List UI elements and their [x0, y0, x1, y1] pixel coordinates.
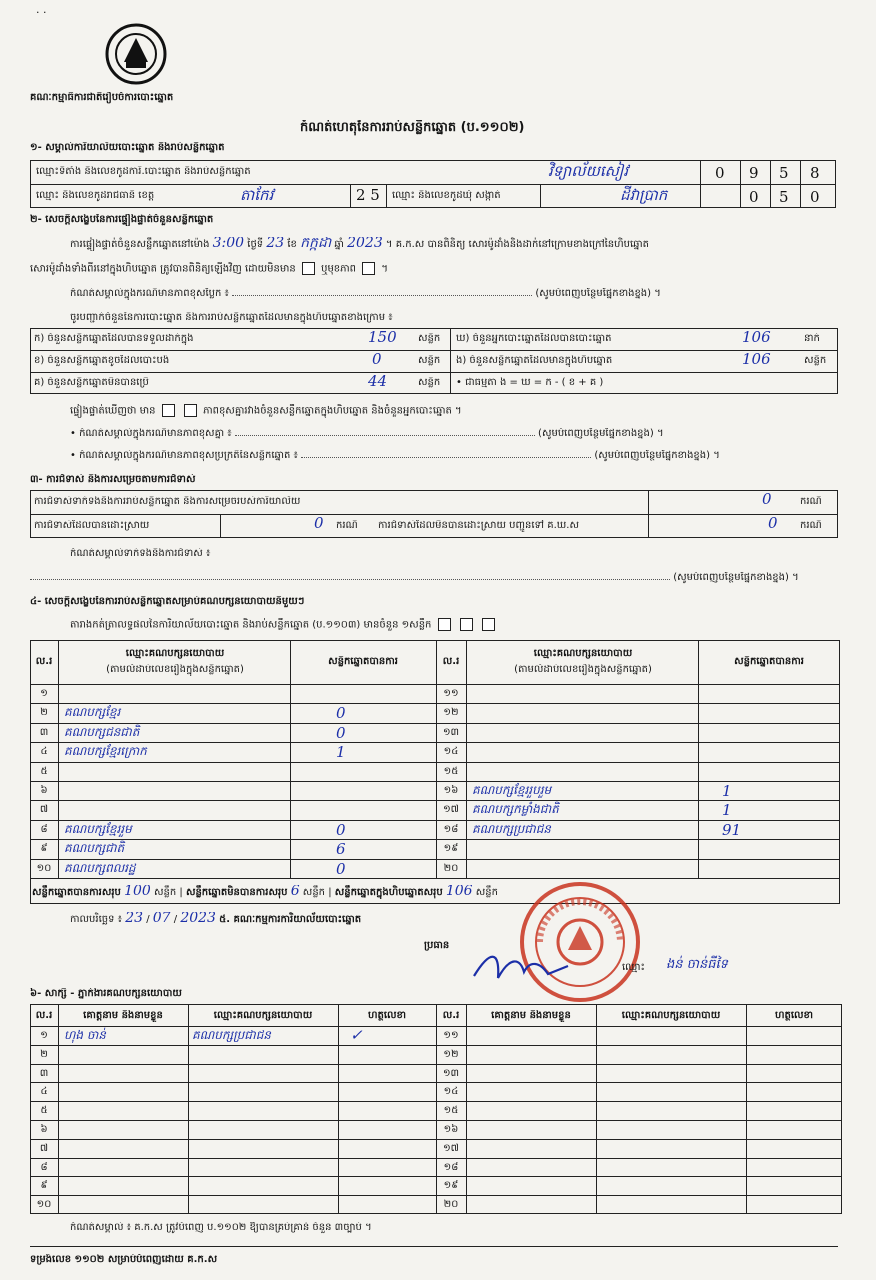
results-row-party: គណបក្សជាតិ — [64, 841, 125, 855]
commune-value: ដីវាប្រាក — [620, 186, 668, 204]
province-code: 2 5 — [356, 186, 380, 204]
results-row-party: គណបក្សខ្មែររួបរួម — [472, 783, 552, 797]
witness-row-no: ៣ — [39, 1068, 49, 1079]
results-row-party: គណបក្សកម្លាំងជាតិ — [472, 802, 559, 816]
witness-row-name: ហុង ចាន់ — [64, 1028, 106, 1042]
verification-line-2: សោរម៉ូដាំងទាំងពីរនៅក្នុងហិបឆ្នោត ត្រូវបានពិនិត្យឡើងវិញ ដោយមិនមាន ឬមុខភាព ។ — [30, 263, 388, 275]
box-ballots-value: 106 — [742, 350, 771, 368]
results-row-party: គណបក្សប្រជាជន — [472, 822, 551, 836]
resolved-label: ការជំទាស់ដែលបានដោះស្រាយ — [34, 520, 150, 531]
results-row-no: ១៣ — [442, 727, 460, 738]
form-footer: ទម្រង់លេខ ១១០២ សម្រាប់បំពេញដោយ គ.ក.ស — [30, 1254, 218, 1265]
location-code-1: 0 — [715, 164, 725, 182]
witness-row-no: ១៨ — [443, 1162, 459, 1173]
irregularity-note: • កំណត់សម្គាល់ក្នុងករណីមានភាពខុសប្រក្រតីនៃសន្លឹកឆ្នោត ៖ (សូមបំពេញបន្ថែមផ្នែកខាងខ្នង) ។ — [70, 450, 720, 461]
corner-marks: . . — [36, 4, 47, 16]
chairman-name-value: ងន់ ចាន់ធីទៃ — [666, 957, 728, 972]
witness-row-no: ១៧ — [443, 1143, 459, 1154]
witness-row-no: ៤ — [40, 1086, 48, 1097]
sheets-3-checkbox[interactable] — [482, 618, 495, 631]
date-month: 07 — [152, 912, 171, 926]
unused-ballots-unit: សន្លឹក — [418, 377, 441, 388]
complaints-label: ការជំទាស់ទាក់ទងនឹងការរាប់សន្លឹកឆ្នោត និងការសម្រេចរបស់ការិយាល័យ — [34, 496, 301, 507]
province-value: តាកែវ — [240, 186, 274, 204]
witness-row-no: ២ — [40, 1049, 48, 1060]
results-row-no: ១៦ — [443, 785, 459, 796]
results-table — [30, 640, 840, 904]
witness-row-party: គណបក្សប្រជាជន — [192, 1028, 271, 1042]
commune-code-2: 5 — [779, 188, 789, 206]
commune-code-1: 0 — [749, 188, 759, 206]
results-row-party: គណបក្សពលរដ្ឋ — [64, 861, 136, 875]
chairman-title: ប្រធាន — [424, 940, 450, 951]
witness-col-party-left: ឈ្មោះគណបក្សនយោបាយ — [213, 1010, 313, 1021]
verification-year: 2023 — [347, 237, 383, 251]
unresolved-label: ការជំទាស់ដែលមិនបានដោះស្រាយ បញ្ជូនទៅ គ.ឃ.ស — [378, 520, 579, 531]
section-6-title: ៦- សាក្សី - ភ្នាក់ងារគណបក្សនយោបាយ — [30, 988, 182, 999]
results-row-votes: 1 — [722, 801, 732, 819]
results-totals: សន្លឹកឆ្នោតបានការសរុប 100 សន្លឹក | សន្លឹកឆ្នោតមិនបានការសរុប 6 សន្លឹក | សន្លឹកឆ្នោតក្នុងហិបឆ្នោតសរុប 106 សន្លឹក — [32, 885, 498, 899]
commune-label: ឈ្មោះ និងលេខកូដឃុំ សង្កាត់ — [392, 190, 501, 201]
difference-note: • កំណត់សម្គាល់ក្នុងករណីមានភាពខុសគ្នា ៖ (សូមបំពេញបន្ថែមផ្នែកខាងខ្នង) ។ — [70, 428, 664, 439]
complaints-note: កំណត់សម្គាល់ទាក់ទងនឹងការជំទាស់ ៖ — [70, 548, 211, 559]
results-row-no: ២ — [40, 707, 48, 718]
results-row-votes: 0 — [336, 704, 346, 722]
footnote: កំណត់សម្គាល់ ៖ គ.ក.ស ត្រូវបំពេញ ប.១១០២ ឱ្យបានគ្រប់គ្រាន់ ចំនួន ៣ច្បាប់ ។ — [70, 1222, 372, 1233]
results-col-party-sub-left: (តាមលំដាប់លេខរៀងក្នុងសន្លឹកឆ្នោត) — [106, 664, 244, 675]
results-row-votes: 1 — [722, 782, 732, 800]
results-row-no: ១០ — [36, 863, 52, 874]
results-row-no: ១១ — [443, 688, 459, 699]
unused-ballots-label: គ) ចំនួនសន្លឹកឆ្នោតមិនបានប្រើ — [34, 377, 149, 388]
results-row-no: ៩ — [40, 843, 48, 854]
witness-row-no: ៦ — [40, 1124, 48, 1135]
sheets-1-checkbox[interactable] — [438, 618, 451, 631]
witness-row-no: ២០ — [443, 1199, 459, 1210]
discrepancy-note: កំណត់សម្គាល់ក្នុងករណីមានភាពខុសប្លែក ៖ (សូមបំពេញបន្ថែមផ្នែកខាងខ្នង) ។ — [70, 288, 661, 299]
witness-row-no: ៧ — [39, 1143, 49, 1154]
spoiled-ballots-unit: សន្លឹក — [418, 355, 441, 366]
date-year: 2023 — [180, 912, 216, 926]
received-ballots-unit: សន្លឹក — [418, 333, 441, 344]
date-day: 23 — [125, 912, 144, 926]
witness-col-sign-right: ហត្ថលេខា — [774, 1010, 814, 1021]
location-code-4: 8 — [810, 164, 820, 182]
verification-line-1: ការផ្ទៀងផ្ទាត់ចំនួនសន្លឹកឆ្នោតនៅម៉ោង 3:00 ថ្ងៃទី 23 ខែ កក្កដា ឆ្នាំ 2023 ។ គ.ក.ស បានពិនិត្យ សោរម៉ូដាំងនិងដាក់នៅក្រោមខាងក្រៅនៃហិបឆ្នោត — [70, 237, 650, 251]
total-box-value: 106 — [445, 885, 473, 899]
results-row-votes: 0 — [336, 724, 346, 742]
results-row-party: គណបក្សខ្មែរក្រោក — [64, 744, 147, 758]
total-valid-value: 100 — [124, 885, 151, 899]
witness-col-party-right: ឈ្មោះគណបក្សនយោបាយ — [621, 1010, 721, 1021]
seal-broken-checkbox[interactable] — [362, 262, 375, 275]
witness-row-no: ១០ — [36, 1199, 52, 1210]
results-row-no: ៣ — [39, 727, 49, 738]
witness-row-no: ១២ — [443, 1049, 459, 1060]
results-row-no: ១៧ — [443, 804, 459, 815]
results-row-party: គណបក្សជនជាតិ — [64, 725, 140, 739]
commune-code-3: 0 — [810, 188, 820, 206]
results-col-party-right: ឈ្មោះគណបក្សនយោបាយ — [533, 648, 633, 659]
witness-row-no: ៥ — [40, 1105, 48, 1116]
results-row-no: ៨ — [40, 824, 48, 835]
spoiled-ballots-label: ខ) ចំនួនសន្លឹកឆ្នោតខូចដែលបោះបង់ — [34, 355, 170, 366]
resolved-unit: ករណី — [336, 520, 358, 531]
results-row-party: គណបក្សខ្មែរ — [64, 705, 121, 719]
nec-emblem-icon — [104, 22, 168, 86]
formula: • ជាធម្មតា ង = ឃ = ក - ( ខ + គ ) — [456, 377, 604, 388]
witness-col-no-left: ល.រ — [35, 1010, 53, 1021]
spoiled-ballots-value: 0 — [372, 350, 382, 368]
results-row-party: គណបក្សខ្មែររួម — [64, 822, 132, 836]
witness-row-no: ១៩ — [443, 1180, 459, 1191]
difference-check: ផ្ទៀងផ្ទាត់ឃើញថា មាន ភាពខុសគ្នារវាងចំនួនសន្លឹកឆ្នោតក្នុងហិបឆ្នោត និងចំនួនអ្នកបោះឆ្នោត ។ — [70, 405, 462, 417]
report-date: កាលបរិច្ឆេទ ៖ 23 / 07 / 2023 ៥. គណៈកម្មការការិយាល័យបោះឆ្នោត — [70, 912, 362, 926]
chairman-signature-icon — [470, 946, 620, 986]
sheets-2-checkbox[interactable] — [460, 618, 473, 631]
results-row-votes: 1 — [336, 743, 346, 761]
unresolved-value: 0 — [768, 514, 778, 532]
results-row-votes: 0 — [336, 821, 346, 839]
total-invalid-value: 6 — [290, 885, 300, 899]
section-4-title: ៤- សេចក្តីសង្ខេបនៃការរាប់សន្លឹកឆ្នោតសម្រាប់គណបក្សនយោបាយនីមួយៗ — [30, 596, 305, 607]
section-1-title: ១- សម្គាល់ការិយាល័យបោះឆ្នោត និងរាប់សន្លឹកឆ្នោត — [30, 142, 225, 153]
witness-row-no: ១ — [40, 1030, 48, 1041]
witness-row-no: ១៤ — [443, 1086, 459, 1097]
witness-col-name-left: គោត្តនាម និងនាមខ្លួន — [83, 1010, 163, 1021]
witness-row-no: ១៥ — [443, 1105, 459, 1116]
complaints-value: 0 — [762, 490, 772, 508]
results-row-no: ១ — [40, 688, 48, 699]
box-ballots-unit: សន្លឹក — [804, 355, 827, 366]
results-row-no: ១២ — [443, 707, 459, 718]
results-col-votes-right: សន្លឹកឆ្នោតបានការ — [734, 656, 804, 667]
form-title: កំណត់ហេតុនៃការរាប់សន្លឹកឆ្នោត (ប.១១០២) — [300, 120, 525, 135]
verification-time: 3:00 — [212, 237, 245, 251]
results-row-votes: 0 — [336, 860, 346, 878]
witness-col-no-right: ល.រ — [442, 1010, 460, 1021]
resolved-value: 0 — [314, 514, 324, 532]
witness-row-no: ១៦ — [443, 1124, 459, 1135]
results-col-party-sub-right: (តាមលំដាប់លេខរៀងក្នុងសន្លឹកឆ្នោត) — [514, 664, 652, 675]
results-row-no: ១៥ — [443, 766, 459, 777]
verification-month: កក្កដា — [300, 237, 332, 251]
witness-row-no: ៨ — [40, 1162, 48, 1173]
location-code-2: 9 — [749, 164, 759, 182]
results-row-no: ៥ — [40, 766, 48, 777]
location-code-3: 5 — [779, 164, 789, 182]
witness-row-no: ៩ — [40, 1180, 48, 1191]
location-value: វិទ្យាល័យសៀវ — [548, 162, 629, 180]
results-col-no-right: ល.រ — [442, 656, 460, 667]
unused-ballots-value: 44 — [368, 372, 388, 390]
verification-day: 23 — [266, 237, 285, 251]
results-col-votes-left: សន្លឹកឆ្នោតបានការ — [328, 656, 398, 667]
witness-col-sign-left: ហត្ថលេខា — [367, 1010, 407, 1021]
results-row-votes: 91 — [722, 821, 742, 839]
results-col-no-left: ល.រ — [35, 656, 53, 667]
results-row-no: ១៤ — [443, 746, 459, 757]
results-row-no: ២០ — [443, 863, 459, 874]
results-row-no: ១៨ — [443, 824, 459, 835]
results-row-no: ៤ — [40, 746, 48, 757]
counts-intro: ចូរបញ្ជាក់ចំនួននៃការបោះឆ្នោត និងការរាប់សន្លឹកឆ្នោតដែលមានក្នុងហិបឆ្នោតខាងក្រោម ៖ — [70, 312, 393, 323]
complaints-unit: ករណី — [800, 496, 822, 507]
seal-intact-checkbox[interactable] — [302, 262, 315, 275]
section-2-title: ២- សេចក្តីសង្ខេបនៃការផ្ទៀងផ្ទាត់ចំនួនសន្លឹកឆ្នោត — [30, 214, 214, 225]
received-ballots-label: ក) ចំនួនសន្លឹកឆ្នោតដែលបានទទួលដាក់ក្នុង — [34, 333, 194, 344]
section-3-title: ៣- ការជំទាស់ និងការសម្រេចតាមការជំទាស់ — [30, 474, 196, 485]
witness-col-name-right: គោត្តនាម និងនាមខ្លួន — [491, 1010, 571, 1021]
results-row-no: ១៩ — [443, 843, 459, 854]
voters-label: ឃ) ចំនួនអ្នកបោះឆ្នោតដែលបានបោះឆ្នោត — [456, 333, 612, 344]
results-intro: តារាងកត់ត្រាលទ្ធផលនៃការិយាល័យបោះឆ្នោត និងរាប់សន្លឹកឆ្នោត (ប.១១០៣) មានចំនួន ១សន្លឹក — [70, 618, 840, 632]
difference-no-checkbox[interactable] — [184, 404, 197, 417]
received-ballots-value: 150 — [368, 328, 397, 346]
complaints-fill-line: (សូមបំពេញបន្ថែមផ្នែកខាងខ្នង) ។ — [30, 572, 840, 584]
results-row-no: ៦ — [40, 785, 48, 796]
chairman-name-label: ឈ្មោះ — [622, 962, 645, 973]
committee-name: គណៈកម្មាធិការជាតិរៀបចំការបោះឆ្នោត — [30, 92, 174, 103]
unresolved-unit: ករណី — [800, 520, 822, 531]
difference-yes-checkbox[interactable] — [162, 404, 175, 417]
voters-unit: នាក់ — [804, 333, 820, 344]
location-label: ឈ្មោះទីតាំង និងលេខកូដការិ.បោះឆ្នោត និងរាប់សន្លឹកឆ្នោត — [36, 166, 251, 177]
voters-value: 106 — [742, 328, 771, 346]
province-label: ឈ្មោះ និងលេខកូដរាជធានី ខេត្ត — [36, 190, 155, 201]
results-row-votes: 6 — [336, 840, 346, 858]
box-ballots-label: ង) ចំនួនសន្លឹកឆ្នោតដែលមានក្នុងហិបឆ្នោត — [456, 355, 613, 366]
witness-row-no: ១៣ — [442, 1068, 460, 1079]
witness-row-sign: ✓ — [350, 1026, 363, 1044]
witness-row-no: ១១ — [443, 1030, 459, 1041]
results-row-no: ៧ — [39, 804, 49, 815]
results-col-party-left: ឈ្មោះគណបក្សនយោបាយ — [125, 648, 225, 659]
